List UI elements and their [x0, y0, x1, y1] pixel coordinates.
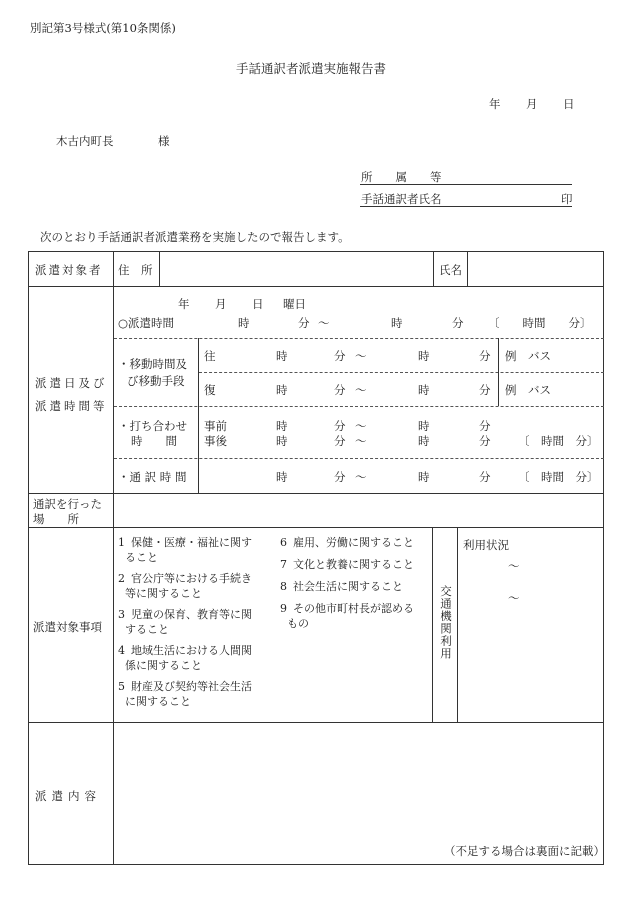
dispatch-end-hour: 時: [391, 316, 403, 330]
schedule-label-line1: 派遣日及び: [35, 376, 108, 390]
meeting-duration: 〔 時間 分〕: [518, 434, 599, 448]
interpreter-name-label: 手話通訳者氏名: [361, 192, 442, 206]
travel-label-line2: び移動手段: [127, 374, 185, 388]
return-end-hour: 時: [418, 383, 430, 397]
matter-item-text: 社会生活に関すること: [293, 580, 403, 593]
outbound-start-hour: 時: [276, 349, 288, 363]
matter-item-number: 9: [280, 602, 287, 615]
matter-item-text-cont: もの: [287, 617, 309, 630]
travel-means-divider: [498, 338, 499, 406]
matter-item-text: 官公庁等における手続き: [131, 572, 252, 585]
matter-item-text: 財産及び契約等社会生活: [131, 680, 252, 693]
matter-item: [280, 579, 414, 594]
meeting-before-end-hour: 時: [418, 419, 430, 433]
interp-start-hour: 時: [276, 470, 288, 484]
schedule-weekday-label: 曜日: [283, 297, 306, 311]
matter-item-number: 6: [280, 536, 287, 549]
matter-item-text: 地域生活における人間関: [131, 644, 252, 657]
schedule-dashed-divider: [114, 406, 604, 407]
meeting-after-end-hour: 時: [418, 434, 430, 448]
matter-item: [118, 535, 252, 565]
meeting-after-end-minute: 分: [479, 434, 491, 448]
outbound-tilde: 〜: [355, 349, 367, 363]
matter-item-text: 児童の保育、教育等に関: [131, 608, 252, 621]
return-start-minute: 分: [334, 383, 346, 397]
interp-duration: 〔 時間 分〕: [518, 470, 599, 484]
matter-item-text: 雇用、労働に関すること: [293, 536, 414, 549]
matter-item-text-cont: 等に関すること: [125, 587, 202, 600]
schedule-dashed-divider: [114, 338, 604, 339]
matter-item-number: 4: [118, 644, 125, 657]
meeting-before-end-minute: 分: [479, 419, 491, 433]
date-month-label: 月: [526, 97, 538, 111]
matter-item-text-cont: ること: [125, 551, 158, 564]
schedule-day-label: 日: [252, 297, 264, 311]
schedule-year-label: 年: [178, 297, 190, 311]
return-means-example: 例 バス: [505, 383, 551, 397]
addressee: 木古内町長: [56, 134, 114, 148]
matter-item-text: 保健・医療・福祉に関す: [131, 536, 252, 549]
affiliation-underline: [360, 184, 572, 185]
matters-label: 派遣対象事項: [33, 620, 102, 634]
interp-start-minute: 分: [334, 470, 346, 484]
date-year-label: 年: [489, 97, 501, 111]
target-person-label: 派遣対象者: [35, 263, 103, 277]
matter-item: [280, 601, 414, 631]
transport-divider-left: [432, 527, 433, 722]
meeting-after-start-minute: 分: [334, 434, 346, 448]
place-label-line1: 通訳を行った: [33, 497, 102, 511]
matter-item: [118, 679, 252, 709]
dispatch-duration: 〔 時間 分〕: [488, 316, 592, 330]
matter-item: [118, 607, 252, 637]
matter-item-number: 3: [118, 608, 125, 621]
content-label: 派遣内容: [35, 789, 101, 803]
matter-item-number: 5: [118, 680, 125, 693]
document-title: 手話通訳者派遣実施報告書: [236, 61, 387, 76]
honorific: 様: [158, 134, 170, 148]
travel-dashed-divider: [199, 372, 604, 373]
schedule-dashed-divider: [114, 458, 604, 459]
content-note: （不足する場合は裏面に記載）: [444, 844, 605, 858]
transport-label: 交通機関利用: [439, 585, 453, 660]
outbound-end-minute: 分: [479, 349, 491, 363]
date-day-label: 日: [563, 97, 575, 111]
matter-item: [118, 571, 252, 601]
return-tilde: 〜: [355, 383, 367, 397]
matter-item-text-cont: 係に関すること: [125, 659, 202, 672]
affiliation-label: 所 属 等: [361, 170, 442, 184]
matter-item-text: 文化と教養に関すること: [293, 558, 414, 571]
place-field[interactable]: [114, 494, 604, 527]
outbound-label: 往: [204, 349, 216, 363]
meeting-before-start-hour: 時: [276, 419, 288, 433]
matter-item-text: その他市町村長が認める: [293, 602, 414, 615]
matter-item-number: 7: [280, 558, 287, 571]
dispatch-time-label: ○派遣時間: [118, 316, 175, 330]
outbound-end-hour: 時: [418, 349, 430, 363]
name-label: 氏名: [439, 263, 462, 277]
dispatch-start-hour: 時: [238, 316, 250, 330]
name-field[interactable]: [468, 251, 604, 287]
row-divider: [28, 527, 604, 528]
return-start-hour: 時: [276, 383, 288, 397]
interp-end-minute: 分: [479, 470, 491, 484]
outbound-start-minute: 分: [334, 349, 346, 363]
meeting-before-start-minute: 分: [334, 419, 346, 433]
transport-divider-right: [457, 527, 458, 722]
schedule-label-line2: 派遣時間等: [35, 399, 108, 413]
matters-left-list: [118, 535, 252, 715]
meeting-after-tilde: 〜: [355, 434, 367, 448]
dispatch-start-minute: 分: [298, 316, 310, 330]
dispatch-end-minute: 分: [452, 316, 464, 330]
return-end-minute: 分: [479, 383, 491, 397]
interpreter-name-underline: [360, 206, 572, 207]
form-number: 別記第3号様式(第10条関係): [30, 21, 176, 35]
meeting-label-line1: ・打ち合わせ: [118, 419, 187, 433]
place-label-line2: 場 所: [33, 512, 79, 526]
outbound-means-example: 例 バス: [505, 349, 551, 363]
dispatch-tilde: 〜: [318, 316, 330, 330]
address-label: 住 所: [118, 263, 153, 277]
matter-item: [118, 643, 252, 673]
matter-item: [280, 535, 414, 550]
meeting-after-start-hour: 時: [276, 434, 288, 448]
seal-label: 印: [561, 192, 573, 206]
matter-item-text-cont: に関すること: [125, 695, 191, 708]
interp-time-label: ・通 訳 時 間: [118, 470, 187, 484]
schedule-month-label: 月: [215, 297, 227, 311]
meeting-before-tilde: 〜: [355, 419, 367, 433]
interp-end-hour: 時: [418, 470, 430, 484]
meeting-before-label: 事前: [204, 419, 227, 433]
matter-item-number: 8: [280, 580, 287, 593]
interp-tilde: 〜: [355, 470, 367, 484]
matter-item-number: 2: [118, 572, 125, 585]
matter-item-number: 1: [118, 536, 125, 549]
name-divider-left: [433, 251, 434, 286]
content-field[interactable]: [114, 723, 604, 843]
meeting-after-label: 事後: [204, 434, 227, 448]
meeting-label-line2: 時 間: [131, 434, 177, 448]
travel-label-line1: ・移動時間及: [118, 357, 187, 371]
schedule-sub-label-divider: [198, 338, 199, 493]
address-field[interactable]: [159, 251, 433, 287]
return-label: 復: [204, 383, 216, 397]
usage-tilde-1: 〜: [508, 559, 520, 573]
matters-right-list: [280, 535, 414, 637]
intro-text: 次のとおり手話通訳者派遣業務を実施したので報告します。: [40, 230, 350, 244]
usage-tilde-2: 〜: [508, 591, 520, 605]
matter-item: [280, 557, 414, 572]
matter-item-text-cont: すること: [125, 623, 169, 636]
usage-status-label: 利用状況: [463, 538, 509, 552]
